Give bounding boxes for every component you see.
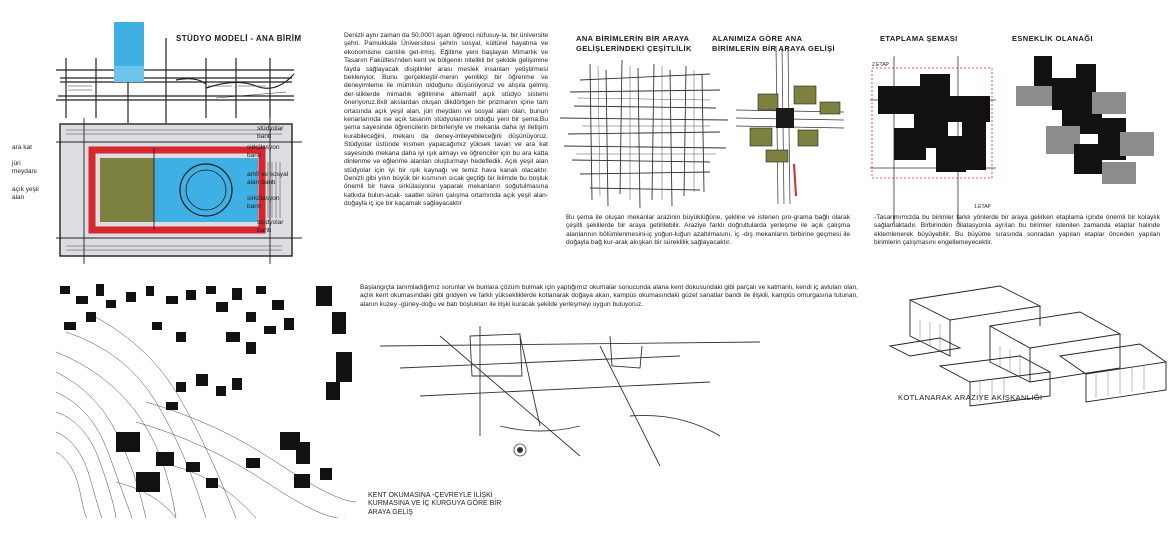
label-amfi-sosyal: amfi ve sosyal alan bantı	[247, 171, 289, 186]
cesitlilik-title: ANA BİRİMLERİN BİR ARAYA GELİŞLERİNDEKİ ÇEŞİTLİLİK	[576, 34, 692, 53]
bottom-paragraph: Başlangıçta tanımladığımız sorunlar ve bunlara çözüm bulmak için yaptığımız okumalar sonucunda alana kent dokusundaki gibi parçalı ve katmanlı, kendi iç avluları olan, açlık kent okumasındaki gibi gridyen ve farklı yüksekliklerde kotlanarak doğaya akan, kampüs okumasındaki güzel sanatlar bandı ile ilişkili, kampüs omurgasına tutunan, alanın kuzey -güney-doğu ve batı boşlukları ile ilişki kuracak şekilde yerleşmeyi uygun buluyoruz.	[360, 284, 858, 308]
etaplama-diagram	[866, 56, 998, 226]
esneklik-title: ESNEKLİK OLANAĞI	[1012, 34, 1093, 43]
cesitlilik-grid-diagram	[560, 60, 730, 210]
etaplama-title: ETAPLAMA ŞEMASI	[880, 34, 958, 43]
alanimiza-cross-diagram	[736, 46, 846, 206]
perspective-caption: KOTLANARAK ARAZİYE AKIŞKANLIĞI	[898, 393, 1043, 402]
label-sirkulasyon-bandi-2: sirkülasyon bantı	[247, 195, 280, 210]
esneklik-diagram	[1010, 56, 1160, 206]
right-paragraph: -Tasarımımızda bu birimler farklı yönlerde bir araya gelirken etaplama içinde önemli bir kolaylık sağlamaktadır. Birbirinden dilatasyonla ayrılan bu birimler istenilen zamanda etaplar halinde eklemlenerek büyüyebilir. Bu büyüme sırasında sonradan yapılan etaplar önceden yapılan birimlerin çalışmasını engellemeyecektir.	[874, 214, 1160, 247]
intro-paragraph: Denizli aynı zaman da 50.000'i aşan öğrenci nüfusuy-la. bir üniversite şehri. Pamukkale Üniversitesi şehrin sosyal, kültürel hayatına ve ekonomisine canlılık get-irmiş. Eğitime yeni başlayan Mimarlık ve Tasarım Fakültesi'nden kent ve bölgenin nitelikli bir şekilde gelişimine fayda sağlayacak disiplinler arası meslek insanları yetiştirmesi beklenyior. Bunu gerçekleştir-menin yenilikçi bir öğrenme ve deneyimleme ile mümkün olduğunu düşünüyoruz ve alışıla gelmiş der-sliklerde mimarlık eğitimine alternatif açık stüdyo sistemi öneriyoruz.8x8 akslardan oluşan dikdörtgen bir prizmanın içine tam ortasında açık yeşil alan, jüri meydanı ve sosyal alan olan, bunun kenarlarında ise açık tasarım stüdyolarının olduğu yeni bir şema.Bu şema sayesinde öğrencilerin birbirleriyle ve mekanla daha iyi iletişim kurabileceğini, mekanı da deney-imleyebileceğini düşünüyoruz. Stüdyolar üstünde kısmen yapacağımız yüksek tavan ve ara kat sayesinde mekana daha iyi ışık almayı ve öğrenciler için bu ara katta dinlenme ve eğlenme alanları oluşturmayı hedefledik. Açık yeşil alan stüdyolar için iyi bir ışık kaynağı ve temiz hava kanalı olacaktır. Denizli gibi yılın büyük bir kısmının sıcak geçtiği bir iklimde bu boşluk önemli bir hava sirkülasyonu yaparak mekanların soğutulmasına katkıda bulun-acak- saatler süren çalışma ortamında açık yeşil alan-doğayla iç içe bir kaçamak sağlayacaktır	[344, 32, 548, 208]
etap-1-label: 1.ETAP	[974, 204, 991, 210]
label-ara-kat: ara kat	[12, 144, 32, 151]
label-acik-yesil-alan: açık yeşil alan	[12, 186, 39, 201]
label-studyolar-bandi-2: stüdyolar bantı	[257, 219, 284, 234]
studio-section-sketch	[56, 18, 296, 128]
studio-plan-sketch	[56, 118, 306, 266]
label-juri-meydani: jüri meydanı	[12, 160, 37, 175]
label-sirkulasyon-bandi-1: sirkülasyon bantı	[247, 144, 280, 159]
studio-title: STÜDYO MODELİ - ANA BİRİM	[176, 34, 302, 43]
site-sketch-lines	[380, 316, 760, 486]
site-caption: KENT OKUMASINA -ÇEVREYLE İLİŞKİ KURMASINA VE İÇ KURGUYA GÖRE BİR ARAYA GELİŞ	[368, 492, 502, 516]
middle-paragraph: Bu şema ile oluşan mekanlar arazinin büyüklüğüne, şekline ve istenen pro-grama bağlı olarak çeşitli şekillerde bir araya getirilebilir. Araziye farklı doğrultularda yerleşme ile açık çalışma alanlarının bölümlenmesini-iç yoğun-luğun azaltılmasını, iç -dış mekanların birbirine geçmesi ile doğayla bağ kur-arak akışkan bir süreklilik sağlayacaktır.	[566, 214, 850, 247]
alanimiza-title: ALANIMIZA GÖRE ANA BİRİMLERİN BİR ARAYA GELİŞİ	[712, 34, 836, 53]
etap-2-label: 2.ETAP	[872, 62, 889, 68]
label-studyolar-bandi-1: stüdyolar bantı	[257, 125, 284, 140]
site-plan-map	[56, 282, 356, 518]
perspective-sketch	[880, 276, 1170, 426]
